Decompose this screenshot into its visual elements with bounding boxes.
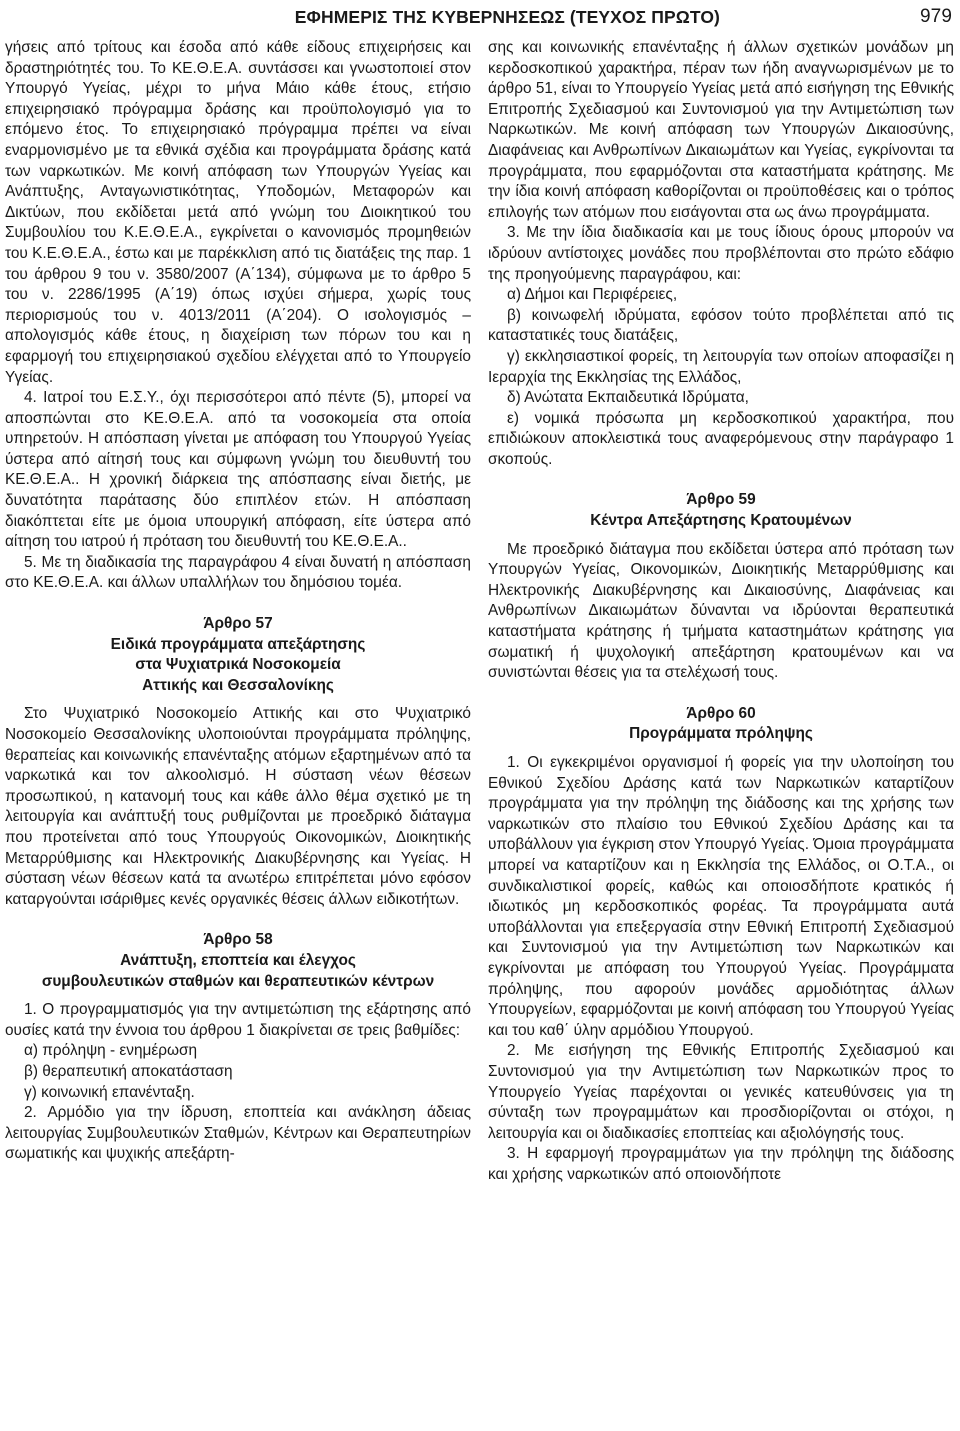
- article-57-heading: [5, 614, 471, 696]
- paragraph: 2. Με εισήγηση της Εθνικής Επιτροπής Σχεδιασμού και Συντονισμού για την Αντιμετώπιση των Ναρκωτικών προς το Υπουργείο Υγείας παρέχονται οι γενικές κατευθύνσεις για τη σύνταξη των προγραμμάτων και προσδιορίζονται οι στόχοι, η λειτουργία και οι διαδικασίες εποπτείας και αξιολόγησής τους.: [488, 1042, 954, 1142]
- list-item: α) Δήμοι και Περιφέρειες,: [507, 286, 678, 304]
- gazette-title: ΕΦΗΜΕΡΙΣ ΤΗΣ ΚΥΒΕΡΝΗΣΕΩΣ (ΤΕΥΧΟΣ ΠΡΩΤΟ): [294, 6, 720, 27]
- list-item: β) θεραπευτική αποκατάσταση: [24, 1062, 233, 1080]
- paragraph: 1. Οι εγκεκριμένοι οργανισμοί ή φορείς για την υλοποίηση του Εθνικού Σχεδίου Δράσης κατά των Ναρκωτικών καταρτίζουν προγράμματα για την πρόληψη της διάδοσης και της χρήσης των ναρκωτικών στο πλαίσιο του Εθνικού Σχεδίου Δράσης και τα υποβάλλουν για έγκριση στον Υπουργό Υγείας. Όμοια προγράμματα μπορεί να καταρτίζουν και η Εκκλησία της Ελλάδος, οι Ο.Τ.Α., οι συνδικαλιστικοί φορείς, καθώς και οποιοσδήποτε κρατικός ή ιδιωτικός μη κερδοσκοπικός φορέας. Τα προγράμματα αυτά υποβάλλονται για επεξεργασία στην Εθνική Επιτροπή Σχεδιασμού και Συντονισμού για την Αντιμετώπιση των Ναρκωτικών και εγκρίνονται με απόφαση του Υπουργού Υγείας. Προγράμματα πρόληψης, που αφορούν μονάδες αρμοδιότητας άλλων Υπουργείων, εφαρμόζονται με κοινή απόφαση του Υπουργού Υγείας και του καθ΄ ύλην αρμόδιου Υπουργού.: [488, 754, 954, 1039]
- list-item: γ) κοινωνική επανένταξη.: [24, 1083, 195, 1101]
- paragraph: γήσεις από τρίτους και έσοδα από κάθε είδους επιχειρήσεις και δραστηριότητές του. Το ΚΕ.Θ.Ε.Α. συντάσσει και γνωστοποιεί στον Υπουργό Υγείας, μέχρι το μήνα Μάιο κάθε έτους, ετήσιο επιχειρησιακό πρόγραμμα δράσης και προϋπολογισμό για το επόμενο έτος. Το επιχειρησιακό πρόγραμμα πρέπει να είναι εναρμονισμένο με τα εθνικά σχέδια και προγράμματα δράσης κατά των ναρκωτικών. Με κοινή απόφαση των Υπουργών Υγείας και Ανάπτυξης, Ανταγωνιστικότητας, Υποδομών, Μεταφορών και Δικτύων, που εκδίδεται μετά από γνώμη του Διοικητικού του Συμβουλίου του Κ.Ε.Θ.Ε.Α., εγκρίνεται ο κανονισμός προμηθειών του Κ.Ε.Θ.Ε.Α., έστω και με παρέκκλιση από τις διατάξεις της παρ. 1 του άρθρου 9 του ν. 3580/2007 (Α΄134), σύμφωνα με το άρθρο 5 του ν. 2286/1995 (Α΄19) όπως ισχύει σήμερα, χωρίς τους περιορισμούς του ν. 4013/2011 (Α΄204). Ο ισολογισμός – απολογισμός κάθε έτους, η διαχείριση των πόρων του και η εφαρμογή του επιχειρησιακού σχεδίου ελέγχεται από το Υπουργείο Υγείας.: [5, 39, 472, 386]
- article-title-line: συμβουλευτικών σταθμών και θεραπευτικών κέντρων: [41, 972, 435, 990]
- article-number: Άρθρο 57: [203, 615, 273, 633]
- list-item: α) πρόληψη - ενημέρωση: [24, 1042, 198, 1060]
- paragraph: 3. Με την ίδια διαδικασία και με τους ίδιους όρους μπορούν να ιδρύουν αντίστοιχες μονάδες που προβλέπονται στο πρώτο εδάφιο της προηγούμενης παραγράφου, και:: [488, 224, 954, 283]
- page-header: [5, 0, 954, 34]
- article-number: Άρθρο 59: [686, 491, 756, 509]
- paragraph: 3. Η εφαρμογή προγραμμάτων για την πρόληψη της διάδοσης και χρήσης ναρκωτικών από οποιονδήποτε: [488, 1145, 954, 1183]
- article-60-heading: [488, 704, 954, 745]
- list-item: γ) εκκλησιαστικοί φορείς, τη λειτουργία των οποίων αποφασίζει η Ιεραρχία της Εκκλησίας της Ελλάδος,: [488, 347, 954, 386]
- list-item: β) κοινωφελή ιδρύματα, εφόσον τούτο προβλέπεται από τις καταστατικές τους διατάξεις,: [488, 306, 954, 345]
- paragraph: Με προεδρικό διάταγμα που εκδίδεται ύστερα από πρόταση των Υπουργών Υγείας, Οικονομικών, Διοικητικής Μεταρρύθμισης και Ηλεκτρονικής Διακυβέρνησης και Δικαιοσύνης, Διαφάνειας και Ανθρωπίνων Δικαιωμάτων δύνανται να ιδρύονται θεραπευτικά καταστήματα κράτησης ή τμήματα καταστημάτων κράτησης για σωματική ή ψυχολογική απεξάρτηση κρατουμένων και να συνιστώνται θέσεις για τα στελέχωσή τους.: [488, 540, 954, 682]
- paragraph: 5. Με τη διαδικασία της παραγράφου 4 είναι δυνατή η απόσπαση στο ΚΕ.Θ.Ε.Α. και άλλων υπαλλήλων του δημόσιου τομέα.: [5, 553, 471, 592]
- article-number: Άρθρο 60: [686, 704, 756, 722]
- paragraph: 1. Ο προγραμματισμός για την αντιμετώπιση της εξάρτησης από ουσίες κατά την έννοια του άρθρου 1 διακρίνεται σε τρεις βαθμίδες:: [5, 1001, 471, 1039]
- article-title-line: στα Ψυχιατρικά Νοσοκομεία: [135, 656, 341, 674]
- article-title-line: Ειδικά προγράμματα απεξάρτησης: [110, 635, 366, 653]
- paragraph: σης και κοινωνικής επανένταξης ή άλλων σχετικών μονάδων μη κερδοσκοπικού χαρακτήρα, πέραν των ήδη αναγνωρισμένων με το άρθρο 51, είναι το Υπουργείο Υγείας μετά από εισήγηση της Εθνικής Επιτροπής Σχεδιασμού και Συντονισμού για την Αντιμετώπιση των Ναρκωτικών. Με κοινή απόφαση των Υπουργών Δικαιοσύνης, Διαφάνειας και Ανθρωπίνων Δικαιωμάτων και Υγείας, εγκρίνονται τα προγράμματα, που εφαρμόζονται στα καταστήματα κράτησης. Με την ίδια κοινή απόφαση καθορίζονται οι προϋποθέσεις και ο τρόπος επιλογής των ατόμων που εισάγονται στα ως άνω προγράμματα.: [488, 39, 954, 221]
- paragraph: Στο Ψυχιατρικό Νοσοκομείο Αττικής και στο Ψυχιατρικό Νοσοκομείο Θεσσαλονίκης υλοποιούνται προγράμματα πρόληψης, θεραπείας και κοινωνικής επανένταξης ατόμων εξαρτημένων από τα ναρκωτικά και τον αλκοολισμό. Η σύσταση νέων θέσεων προσωπικού, η κατανομή τους και κάθε άλλο θέμα σχετικό με τη λειτουργία και ανάπτυξή τους ρυθμίζονται με προεδρικό διάταγμα που προτείνεται από τους Υπουργούς Οικονομικών, Διοικητικής Μεταρρύθμισης και Ηλεκτρονικής Διακυβέρνησης και Υγείας. Η σύσταση νέων θέσεων κατά τα ανωτέρω επιτρέπεται μόνο εφόσον καταργούνται ισάριθμες κενές οργανικές θέσεις άλλων ειδικοτήτων.: [5, 705, 471, 908]
- paragraph: 2. Αρμόδιο για την ίδρυση, εποπτεία και ανάκληση άδειας λειτουργίας Συμβουλευτικών Σταθμών, Κέντρων και Θεραπευτηρίων σωματικής και ψυχικής απεξάρτη-: [5, 1104, 471, 1163]
- text-columns: [5, 38, 954, 1185]
- list-item: δ) Ανώτατα Εκπαιδευτικά Ιδρύματα,: [507, 389, 749, 407]
- list-item: ε) νομικά πρόσωπα μη κερδοσκοπικού χαρακτήρα, που επιδιώκουν αποκλειστικά τους αναφερόμενους στην παράγραφο 1 σκοπούς.: [488, 409, 954, 468]
- article-58-heading: [5, 930, 471, 992]
- article-title-line: Προγράμματα πρόληψης: [629, 725, 813, 743]
- page-number: 979: [919, 6, 952, 27]
- right-column: [488, 38, 954, 1185]
- article-number: Άρθρο 58: [203, 931, 273, 949]
- article-59-heading: [488, 490, 954, 531]
- article-title-line: Κέντρα Απεξάρτησης Κρατουμένων: [590, 512, 852, 530]
- left-column: [5, 38, 471, 1185]
- article-title-line: Αττικής και Θεσσαλονίκης: [142, 676, 334, 694]
- paragraph: 4. Ιατροί του Ε.Σ.Υ., όχι περισσότεροι από πέντε (5), μπορεί να αποσπώνται στο ΚΕ.Θ.Ε.Α. από τα νοσοκομεία στα οποία υπηρετούν. Η απόσπαση γίνεται με απόφαση του Υπουργού Υγείας ύστερα από αίτησή τους και σύμφωνη γνώμη του διευθυντή του ΚΕ.Θ.Ε.Α.. Η χρονική διάρκεια της απόσπασης είναι διετής, με δυνατότητα παράτασης δύο επιπλέον ετών. Η απόσπαση διακόπτεται είτε με όμοια υπουργική απόφαση, είτε ύστερα από αίτηση του ιατρού ή πρόταση του διευθυντή του ΚΕ.Θ.Ε.Α..: [5, 389, 471, 551]
- article-title-line: Ανάπτυξη, εποπτεία και έλεγχος: [120, 951, 356, 969]
